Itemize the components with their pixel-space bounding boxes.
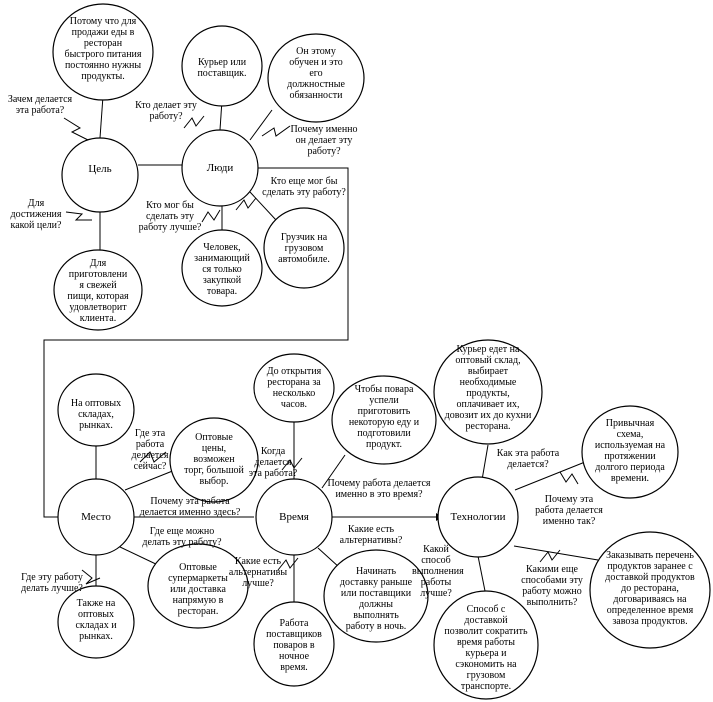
link-place-prices <box>125 470 175 490</box>
q-who-better: Кто мог бы сделать эту работу лучше? <box>138 200 202 233</box>
zig-goal-q <box>66 212 92 220</box>
q-who-does: Кто делает эту работу? <box>135 100 197 122</box>
answer-order: Заказывать перечень продуктов заранее с доставкой продуктов до ресторана, договариваясь на определенное время завоза продуктов. <box>605 550 695 627</box>
q-why-so: Почему эта работа делается именно так? <box>535 494 603 527</box>
q-who-else: Кто еще мог бы сделать эту работу? <box>262 176 346 198</box>
answer-usual: Привычная схема, используемая на протяжении долгого периода времени. <box>594 418 666 484</box>
zig-why-job <box>64 118 92 142</box>
q-when: Когда делается эта работа? <box>248 446 298 479</box>
node-goal: Цель <box>88 163 112 175</box>
q-where-do: Где эту работу делать лучше? <box>21 572 83 594</box>
link-tech-order <box>514 546 598 560</box>
link-tech-method <box>478 556 486 596</box>
answer-buyer: Человек, занимающий ся только закупкой товара. <box>194 242 250 297</box>
q-which-better: Какой способ выполнения работы лучше? <box>412 544 464 599</box>
q-why-him: Почему именно он делает эту работу? <box>290 124 358 157</box>
q-which-other: Какими еще способами эту работу можно выполнить? <box>521 564 583 608</box>
link-goal-why <box>100 96 103 138</box>
zig-how <box>560 472 578 484</box>
link-people-trained <box>250 110 272 140</box>
answer-loader: Грузчик на грузовом автомобиле. <box>278 232 330 265</box>
q-where-now: Где эта работа делается сейчас? <box>131 428 169 472</box>
answer-supermarkets: Оптовые супермаркеты или доставка напрямую в ресторан. <box>168 562 228 617</box>
q-for-what-goal: Для достижения какой цели? <box>10 198 62 231</box>
node-people: Люди <box>206 162 234 174</box>
answer-cooking: Для приготовлени я свежей пищи, которая удовлетворит клиента. <box>67 258 129 324</box>
q-how: Как эта работа делается? <box>496 448 560 470</box>
circle-goal[interactable] <box>62 138 138 212</box>
q-alternatives-better: Какие есть альтернативы лучше? <box>228 556 288 589</box>
answer-night: Работа поставщиков поваров в ночное время. <box>266 618 322 673</box>
node-tech: Технологии <box>450 511 506 523</box>
answer-courier: Курьер или поставщик. <box>197 57 247 79</box>
q-alternatives: Какие есть альтернативы? <box>339 524 403 546</box>
answer-also: Также на оптовых складах и рынках. <box>75 598 117 642</box>
answer-courier-goes: Курьер едет на оптовый склад, выбирает необходимые продукты, оплачивает их, довозит их до кухни ресторана. <box>444 344 532 432</box>
q-why-here: Почему эта работа делается именно здесь? <box>139 496 241 518</box>
answer-markets: На оптовых складах, рынках. <box>70 398 122 431</box>
node-time: Время <box>279 511 309 523</box>
q-why-job: Зачем делается эта работа? <box>7 94 73 116</box>
answer-earlier: Начинать доставку раньше или поставщики должны выполнять работу в ночь. <box>339 566 413 632</box>
answer-why-food: Потому что для продажи еды в ресторан быстрого питания постоянно нужны продукты. <box>64 16 142 82</box>
answer-method: Способ с доставкой позволит сократить время работы курьера и сэкономить на грузовом транспорте. <box>444 604 528 692</box>
link-time-earlier <box>318 548 340 568</box>
answer-cooks: Чтобы повара успели приготовить некоторую еду и подготовили продукт. <box>348 384 420 450</box>
answer-trained: Он этому обучен и это его должностные обязанности <box>287 46 345 101</box>
q-why-this-time: Почему работа делается именно в это время? <box>327 478 431 500</box>
answer-prices: Оптовые цены, возможен торг, большой выбор. <box>184 432 244 487</box>
answer-before-open: До открытия ресторана за несколько часов. <box>266 366 322 410</box>
node-place: Место <box>81 511 111 523</box>
q-where-else: Где еще можно делать эту работу? <box>142 526 222 548</box>
